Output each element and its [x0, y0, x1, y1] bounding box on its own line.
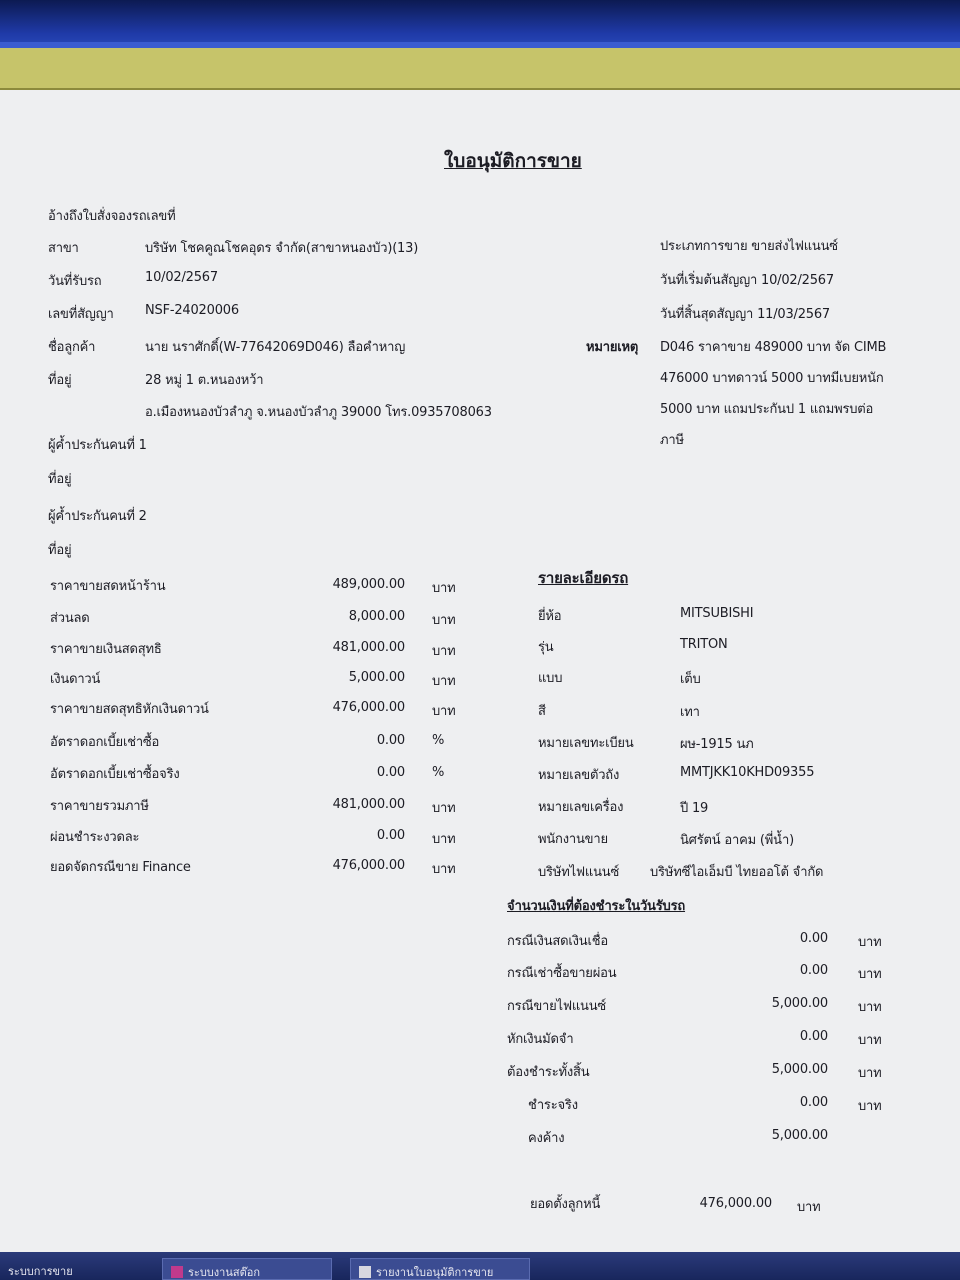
pricing-unit: บาท: [432, 832, 456, 847]
car-value: ปี 19: [680, 801, 709, 816]
address-line-1: 28 หมู่ 1 ต.หนองหว้า: [145, 373, 264, 388]
car-value: MMTJKK10KHD09355: [680, 765, 815, 780]
remark-line-2: 476000 บาทดาวน์ 5000 บาทมีเบยหนัก: [660, 371, 884, 386]
page-title: ใบอนุมัติการขาย: [444, 150, 582, 172]
window-titlebar: [0, 0, 960, 48]
taskbar-item-stock-system[interactable]: ระบบงานสต๊อก: [162, 1258, 332, 1280]
car-label: หมายเลขตัวถัง: [538, 768, 620, 783]
payment-value: 0.00: [799, 963, 828, 978]
customer-value: นาย นราศักดิ์(W-77642069D046) ลือคำหาญ: [145, 340, 406, 355]
pricing-label: อัตราดอกเบี้ยเช่าซื้อจริง: [50, 767, 180, 782]
payment-unit: บาท: [858, 1000, 882, 1015]
pricing-value: 476,000.00: [332, 858, 405, 873]
report-page: [0, 90, 960, 1252]
payment-value: 0.00: [799, 1029, 828, 1044]
contract-no-label: เลขที่สัญญา: [48, 307, 114, 322]
pricing-unit: บาท: [432, 862, 456, 877]
car-details-heading: รายละเอียดรถ: [538, 569, 629, 587]
payment-unit: บาท: [858, 935, 882, 950]
pricing-unit: บาท: [432, 581, 456, 596]
payment-unit: บาท: [858, 1033, 882, 1048]
toolbar-ribbon: [0, 48, 960, 90]
customer-label: ชื่อลูกค้า: [48, 340, 96, 355]
pricing-value: 0.00: [376, 765, 405, 780]
guarantor-1-address-label: ที่อยู่: [48, 472, 72, 487]
payment-value: 0.00: [799, 1095, 828, 1110]
branch-value: บริษัท โชคคูณโชคอุดร จำกัด(สาขาหนองบัว)(13): [145, 241, 419, 256]
payment-unit: บาท: [858, 1066, 882, 1081]
receivable-total-unit: บาท: [797, 1200, 821, 1215]
remark-line-4: ภาษี: [660, 433, 684, 448]
app-icon: [171, 1266, 183, 1278]
payment-unit: บาท: [858, 967, 882, 982]
car-value: เทา: [680, 705, 700, 720]
remark-label: หมายเหตุ: [586, 340, 639, 355]
payment-label: ชำระจริง: [528, 1098, 578, 1113]
guarantor-1-label: ผู้ค้ำประกันคนที่ 1: [48, 438, 147, 453]
branch-label: สาขา: [48, 241, 79, 256]
payment-label: กรณีขายไฟแนนซ์: [507, 999, 607, 1014]
pricing-label: อัตราดอกเบี้ยเช่าซื้อ: [50, 735, 160, 750]
guarantor-2-label: ผู้ค้ำประกันคนที่ 2: [48, 509, 147, 524]
pricing-value: 481,000.00: [332, 797, 405, 812]
contract-no-value: NSF-24020006: [145, 303, 239, 318]
car-value: TRITON: [680, 637, 728, 652]
pricing-label: ราคาขายรวมภาษี: [50, 799, 149, 814]
finance-company-value: บริษัทซีไอเอ็มบี ไทยออโต้ จำกัด: [650, 865, 824, 880]
car-value: เต็บ: [680, 672, 701, 687]
pricing-label: เงินดาวน์: [50, 672, 101, 687]
pricing-value: 0.00: [376, 828, 405, 843]
receivable-total-value: 476,000.00: [699, 1196, 772, 1211]
car-value: MITSUBISHI: [680, 606, 754, 621]
car-label: รุ่น: [538, 640, 554, 655]
contract-start-date: วันที่เริ่มต้นสัญญา 10/02/2567: [660, 273, 834, 288]
payment-value: 5,000.00: [771, 996, 828, 1011]
pricing-unit: บาท: [432, 801, 456, 816]
pricing-value: 5,000.00: [348, 670, 405, 685]
pricing-unit: บาท: [432, 644, 456, 659]
address-line-2: อ.เมืองหนองบัวลำภู จ.หนองบัวลำภู 39000 โทร.0935708063: [145, 405, 492, 420]
pricing-label: ราคาขายสดสุทธิหักเงินดาวน์: [50, 702, 209, 717]
address-label: ที่อยู่: [48, 373, 72, 388]
payment-label: คงค้าง: [528, 1131, 565, 1146]
payment-label: หักเงินมัดจำ: [507, 1032, 574, 1047]
car-label: หมายเลขเครื่อง: [538, 800, 624, 815]
pricing-label: ราคาขายสดหน้าร้าน: [50, 579, 166, 594]
pricing-unit: %: [432, 733, 445, 748]
car-label: ยี่ห้อ: [538, 609, 562, 624]
receive-date-label: วันที่รับรถ: [48, 274, 102, 289]
sale-type: ประเภทการขาย ขายส่งไฟแนนซ์: [660, 239, 838, 254]
payment-value: 5,000.00: [771, 1062, 828, 1077]
pricing-unit: บาท: [432, 674, 456, 689]
car-label: แบบ: [538, 671, 563, 686]
car-value: ผษ-1915 นภ: [680, 737, 754, 752]
pricing-label: ส่วนลด: [50, 611, 90, 626]
contract-end-date: วันที่สิ้นสุดสัญญา 11/03/2567: [660, 307, 831, 322]
car-value: นิศรัตน์ อาคม (พี่น้ำ): [680, 833, 794, 848]
receivable-total-label: ยอดตั้งลูกหนี้: [530, 1197, 601, 1212]
payment-value: 0.00: [799, 931, 828, 946]
pricing-label: ผ่อนชำระงวดละ: [50, 830, 140, 845]
payment-label: กรณีเช่าซื้อขายผ่อน: [507, 966, 617, 981]
payment-value: 5,000.00: [771, 1128, 828, 1143]
finance-company-label: บริษัทไฟแนนซ์: [538, 865, 620, 880]
payment-heading: จำนวนเงินที่ต้องชำระในวันรับรถ: [507, 899, 686, 914]
pricing-unit: บาท: [432, 613, 456, 628]
pricing-label: ราคาขายเงินสดสุทธิ: [50, 642, 162, 657]
car-label: หมายเลขทะเบียน: [538, 736, 634, 751]
taskbar-item-sales-system[interactable]: ระบบการขาย: [8, 1265, 73, 1278]
reference-label: อ้างถึงใบสั่งจองรถเลขที่: [48, 209, 176, 224]
pricing-value: 476,000.00: [332, 700, 405, 715]
remark-line-1: D046 ราคาขาย 489000 บาท จัด CIMB: [660, 340, 887, 355]
taskbar-item-sales-report[interactable]: รายงานใบอนุมัติการขาย: [350, 1258, 530, 1280]
pricing-unit: บาท: [432, 704, 456, 719]
pricing-value: 489,000.00: [332, 577, 405, 592]
payment-unit: บาท: [858, 1099, 882, 1114]
pricing-value: 0.00: [376, 733, 405, 748]
pricing-label: ยอดจัดกรณีขาย Finance: [50, 860, 191, 875]
remark-line-3: 5000 บาท แถมประกันป 1 แถมพรบต่อ: [660, 402, 874, 417]
pricing-value: 481,000.00: [332, 640, 405, 655]
pricing-unit: %: [432, 765, 445, 780]
document-icon: [359, 1266, 371, 1278]
receive-date-value: 10/02/2567: [145, 270, 218, 285]
payment-label: ต้องชำระทั้งสิ้น: [507, 1065, 590, 1080]
pricing-value: 8,000.00: [348, 609, 405, 624]
guarantor-2-address-label: ที่อยู่: [48, 543, 72, 558]
car-label: พนักงานขาย: [538, 832, 608, 847]
payment-label: กรณีเงินสดเงินเชื่อ: [507, 934, 608, 949]
car-label: สี: [538, 704, 546, 719]
